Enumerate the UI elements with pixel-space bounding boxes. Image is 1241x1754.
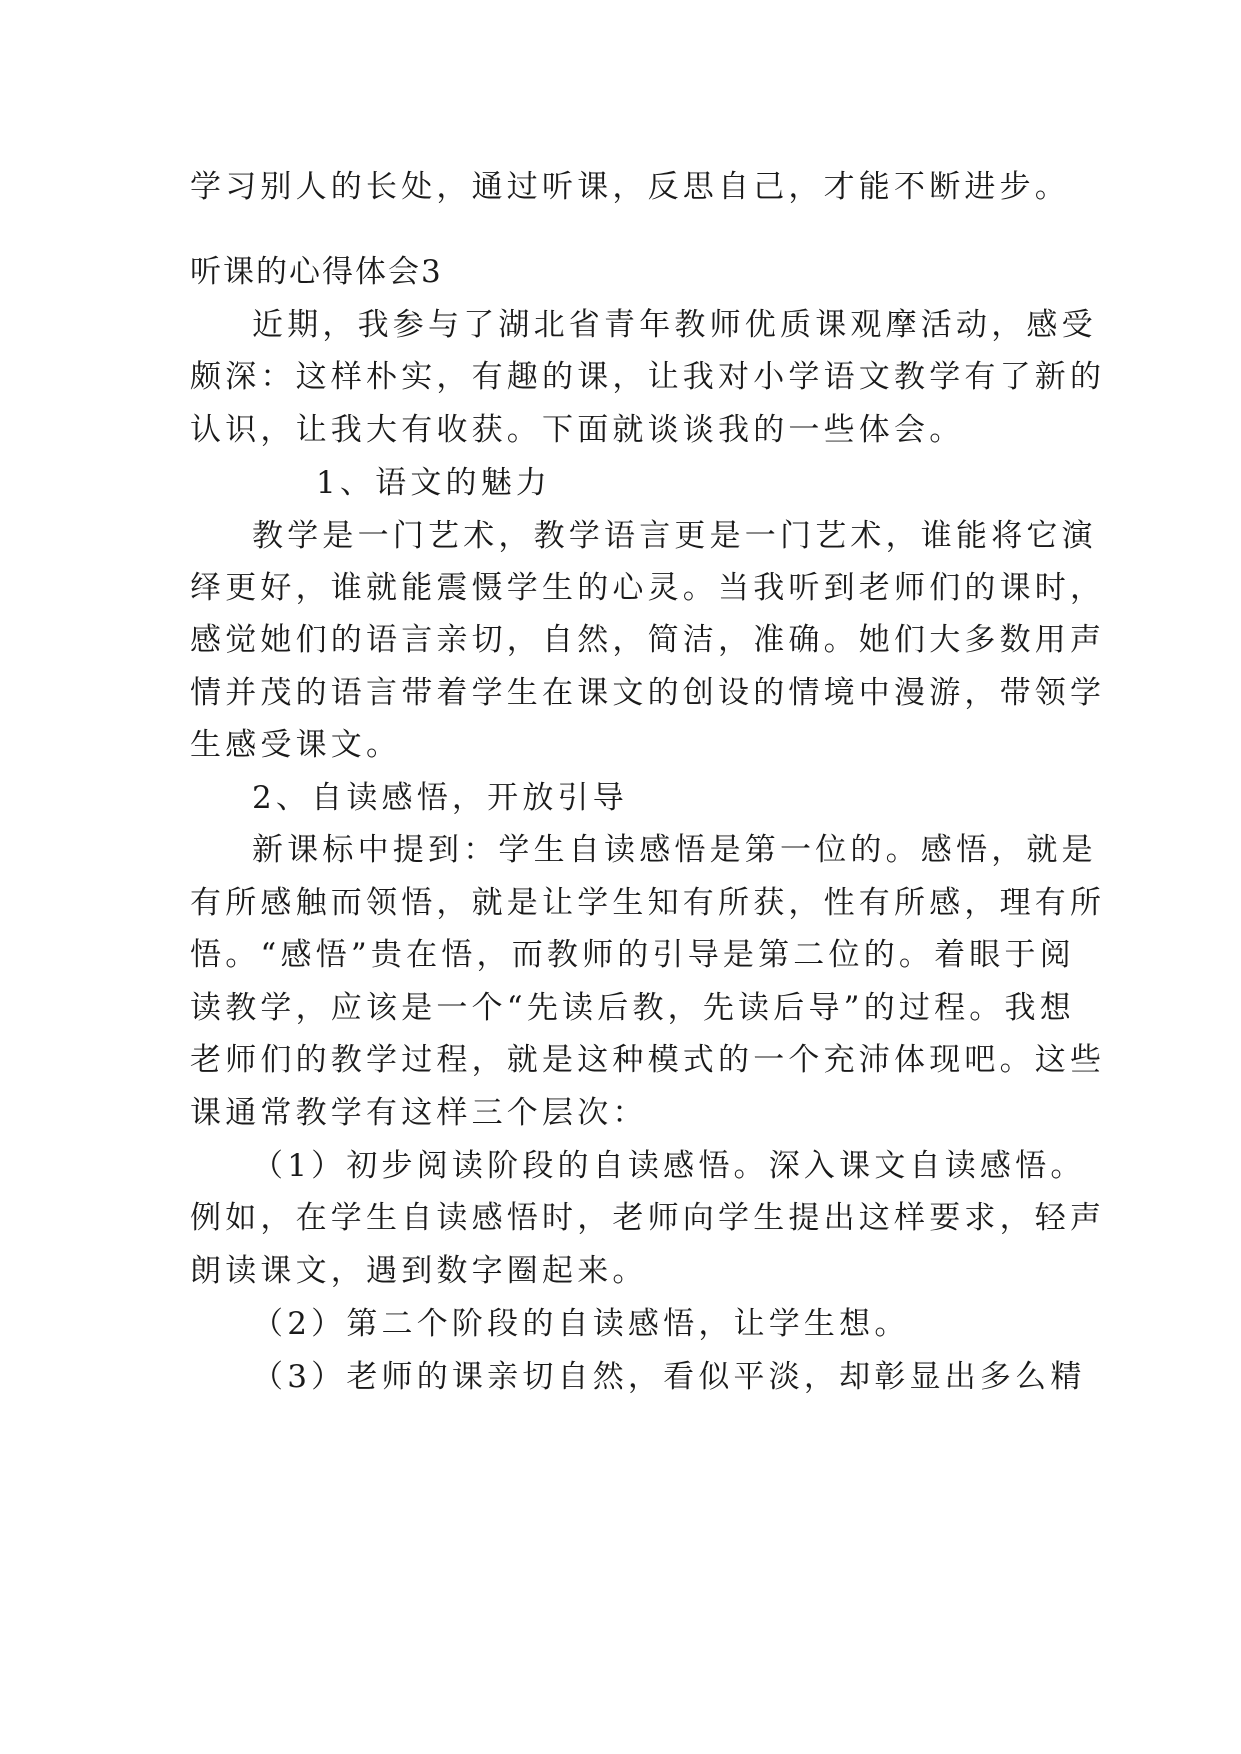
- subheading: 1、语文的魅力: [316, 465, 552, 501]
- paragraph-start-line: 近期，我参与了湖北省青年教师优质课观摩活动，感受: [252, 307, 1097, 343]
- paragraph-start-line: 新课标中提到：学生自读感悟是第一位的。感悟，就是: [252, 832, 1097, 868]
- body-line: 有所感触而领悟，就是让学生知有所获，性有所感，理有所: [190, 885, 1106, 921]
- section-heading: 听课的心得体会3: [190, 254, 443, 290]
- body-line: 悟。“感悟”贵在悟，而教师的引导是第二位的。着眼于阅: [190, 937, 1075, 973]
- list-item-line: （2）第二个阶段的自读感悟，让学生想。: [252, 1306, 910, 1342]
- body-line: 例如，在学生自读感悟时，老师向学生提出这样要求，轻声: [190, 1200, 1106, 1236]
- body-line: 情并茂的语言带着学生在课文的创设的情境中漫游，带领学: [190, 675, 1106, 711]
- body-line: 老师们的教学过程，就是这种模式的一个充沛体现吧。这些: [190, 1042, 1106, 1078]
- list-item-line: （1）初步阅读阶段的自读感悟。深入课文自读感悟。: [252, 1148, 1086, 1184]
- body-line: 绎更好，谁就能震慑学生的心灵。当我听到老师们的课时，: [190, 570, 1106, 606]
- body-line: 课通常教学有这样三个层次：: [190, 1095, 648, 1131]
- body-line: 感觉她们的语言亲切，自然，简洁，准确。她们大多数用声: [190, 622, 1106, 658]
- body-line: 朗读课文，遇到数字圈起来。: [190, 1253, 648, 1289]
- body-line: 学习别人的长处，通过听课，反思自己，才能不断进步。: [190, 169, 1070, 205]
- body-line: 读教学，应该是一个“先读后教，先读后导”的过程。我想: [190, 990, 1075, 1026]
- paragraph-start-line: 教学是一门艺术，教学语言更是一门艺术，谁能将它演: [252, 518, 1097, 554]
- list-item-line: （3）老师的课亲切自然，看似平淡，却彰显出多么精: [252, 1359, 1086, 1395]
- body-line: 认识，让我大有收获。下面就谈谈我的一些体会。: [190, 412, 965, 448]
- body-line: 生感受课文。: [190, 727, 402, 763]
- subheading: 2、自读感悟，开放引导: [252, 780, 628, 816]
- body-line: 颇深：这样朴实，有趣的课，让我对小学语文教学有了新的: [190, 359, 1106, 395]
